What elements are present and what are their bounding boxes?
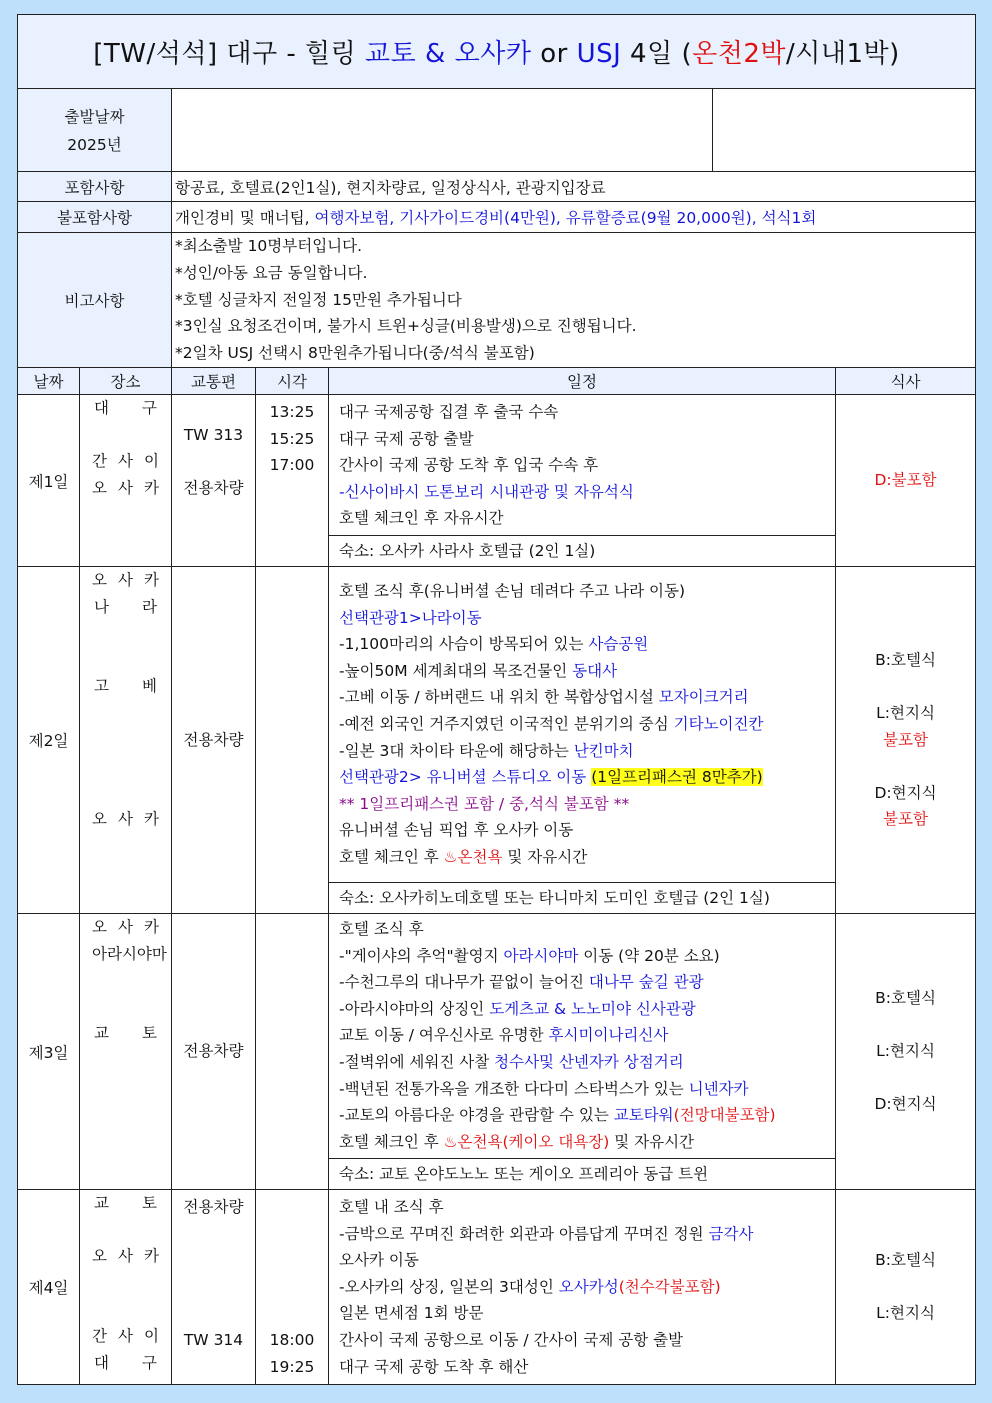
text-segment: -금박으로 꾸며진 화려한 외관과 아름답게 꾸며진 정원: [339, 1224, 709, 1243]
column-header: 날짜: [18, 368, 80, 395]
text-segment: 후시미이나리신사: [548, 1026, 669, 1045]
text-segment: 간사이 국제 공항으로 이동 / 간사이 국제 공항 출발: [339, 1330, 684, 1349]
places-line: 교 토: [94, 1194, 157, 1212]
text-segment: -높이50M 세계최대의 목조건물인: [339, 661, 573, 680]
schedule-line: [339, 505, 835, 532]
schedule-line: [339, 426, 835, 453]
schedule-line: [339, 684, 835, 711]
schedule-line: [339, 658, 835, 685]
schedule-line: [339, 399, 835, 426]
times-line: 18:00: [269, 1330, 315, 1349]
text-segment: 대나무 숲길 관광: [588, 973, 704, 992]
transport-line: TW 313: [183, 425, 244, 444]
text-segment: -아라시야마의 상징인: [339, 999, 490, 1018]
schedule-line: [339, 1247, 835, 1274]
text-segment: 아라시야마: [503, 946, 579, 965]
day-label: 제3일: [18, 914, 80, 1190]
transport-line: 전용차량: [183, 478, 244, 497]
schedule-line: [339, 605, 835, 632]
time-cell: [256, 1190, 329, 1385]
transport-cell: [172, 395, 256, 567]
transport-line: [172, 1274, 255, 1301]
day-label: 제4일: [18, 1190, 80, 1385]
text-segment: 및 자유시간: [609, 1132, 695, 1151]
day-row: [18, 567, 976, 914]
schedule-line: [339, 916, 835, 943]
text-segment: 동대사: [572, 661, 618, 680]
text-segment: 호텔 내 조식 후: [339, 1198, 444, 1216]
day-row: [18, 395, 976, 567]
schedule-line: [339, 1129, 835, 1156]
times-line: [256, 1247, 328, 1274]
times-line: 13:25: [269, 403, 315, 421]
meal-line: L:현지식: [876, 704, 935, 723]
text-segment: 오사카 이동: [339, 1251, 419, 1270]
excluded-text: [172, 202, 976, 233]
times-line: [256, 1221, 328, 1248]
places-line: 오 사 카: [92, 1247, 159, 1266]
times-line: 19:25: [269, 1357, 315, 1376]
meal-line: L:현지식: [876, 1304, 935, 1323]
schedule-line: [339, 1221, 835, 1248]
meal-line: B:호텔식: [875, 1251, 936, 1270]
accommodation: 숙소: 오사카 사라사 호텔급 (2인 1실): [329, 535, 835, 566]
meal-line: D:불포함: [874, 471, 937, 490]
places-line: [80, 780, 171, 807]
excluded-label: 불포함사항: [18, 202, 172, 233]
schedule-line: [339, 1049, 835, 1076]
meal-cell: [836, 567, 976, 914]
departure-year: 2025년: [67, 136, 122, 154]
schedule-line: [339, 631, 835, 658]
places-line: [80, 422, 171, 449]
place-cell: [80, 1190, 172, 1385]
note-item: *2일차 USJ 선택시 8만원추가됩니다(중/석식 불포함): [175, 344, 535, 363]
transport-cell: [172, 1190, 256, 1385]
place-cell: [80, 914, 172, 1190]
transport-line: 전용차량: [183, 1042, 244, 1061]
schedule-line: [339, 1327, 835, 1354]
text-segment: ** 1일프리패스권 포함 / 중,석식 불포함 **: [339, 794, 630, 813]
text-segment: 대구 국제 공항 출발: [339, 429, 474, 448]
note-item: *호텔 싱글차지 전일정 15만원 추가됩니다: [175, 290, 462, 309]
place-cell: [80, 567, 172, 914]
text-segment: 선택관광1>나라이동: [339, 608, 482, 627]
text-segment: 청수사및 산넨자카 상점거리: [494, 1052, 684, 1071]
note-item: *최소출발 10명부터입니다.: [175, 237, 363, 255]
schedule-line: [339, 817, 835, 844]
transport-line: [172, 448, 255, 475]
schedule-line: [339, 996, 835, 1023]
places-line: 아라시야마: [92, 944, 167, 963]
places-line: [80, 727, 171, 754]
day-label: 제2일: [18, 567, 80, 914]
schedule-line: [339, 791, 835, 818]
text-segment: -신사이바시 도톤보리 시내관광 및 자유석식: [339, 482, 634, 501]
times-line: [256, 1274, 328, 1301]
meal-line: [836, 1274, 975, 1301]
text-segment: 선택관광2> 유니버셜 스튜디오 이동: [339, 768, 592, 787]
meal-line: B:호텔식: [875, 650, 936, 669]
text-segment: ♨온천욕: [443, 847, 503, 866]
title-segment: or: [531, 39, 577, 69]
text-segment: 호텔 체크인 후 자유시간: [339, 509, 504, 528]
places-line: 고 베: [94, 677, 157, 696]
meal-cell: [836, 1190, 976, 1385]
title-segment: 4일 (: [621, 39, 693, 69]
meal-line: 불포함: [883, 810, 928, 829]
text-segment: 대구 국제공항 집결 후 출국 수속: [339, 403, 559, 421]
accommodation: 숙소: 오사카히노데호텔 또는 타니마치 도미인 호텔급 (2인 1실): [329, 882, 835, 913]
text-segment: 유니버셜 손님 픽업 후 오사카 이동: [339, 821, 574, 840]
transport-line: 전용차량: [183, 1198, 244, 1216]
schedule-line: [339, 1300, 835, 1327]
transport-line: [172, 1221, 255, 1248]
column-header: 시각: [256, 368, 329, 395]
places-line: [80, 620, 171, 647]
text-segment: 호텔 조식 후: [339, 920, 424, 938]
text-segment: -절벽위에 세워진 사찰: [339, 1052, 495, 1071]
places-line: [80, 700, 171, 727]
schedule-cell: [329, 567, 836, 914]
itinerary-table: [17, 14, 976, 1385]
time-cell: [256, 914, 329, 1190]
text-segment: 이동 (약 20분 소요): [578, 946, 720, 965]
text-segment: -예전 외국인 거주지였던 이국적인 분위기의 중심: [339, 714, 674, 733]
times-line: 15:25: [269, 429, 315, 448]
meal-line: 불포함: [883, 730, 928, 749]
text-segment: 금각사: [708, 1224, 754, 1243]
places-line: 대 구: [94, 399, 157, 417]
places-line: [80, 753, 171, 780]
text-segment: 일본 면세점 1회 방문: [339, 1304, 484, 1323]
times-line: [256, 1194, 328, 1221]
day-row: [18, 914, 976, 1190]
text-segment: (1일프리패스권 8만추가): [591, 768, 763, 787]
time-cell: [256, 395, 329, 567]
included-text: 항공료, 호텔료(2인1실), 현지차량료, 일정상식사, 관광지입장료: [172, 172, 976, 202]
text-segment: -백년된 전통가옥을 개조한 다다미 스타벅스가 있는: [339, 1079, 689, 1098]
place-cell: [80, 395, 172, 567]
schedule-line: [339, 1076, 835, 1103]
text-segment: 교토타워: [613, 1106, 674, 1125]
text-segment: 사슴공원: [588, 635, 649, 654]
day-label: 제1일: [18, 395, 80, 567]
title-segment: 교토 & 오사카: [365, 39, 532, 69]
text-segment: -교토의 아름다운 야경을 관람할 수 있는: [339, 1106, 614, 1125]
meal-cell: [836, 914, 976, 1190]
meal-cell: [836, 395, 976, 567]
text-segment: (천수각불포함): [618, 1277, 721, 1296]
text-segment: 모자이크거리: [658, 688, 749, 707]
meal-line: [836, 1065, 975, 1092]
note-item: *3인실 요청조건이며, 불가시 트윈+싱글(비용발생)으로 진행됩니다.: [175, 317, 637, 336]
departure-date-cell: [172, 89, 713, 171]
schedule-line: [339, 711, 835, 738]
time-cell: [256, 567, 329, 914]
transport-cell: [172, 914, 256, 1190]
places-line: 오 사 카: [92, 918, 159, 936]
schedule-line: [339, 452, 835, 479]
column-header: 일정: [329, 368, 836, 395]
page-title: [18, 15, 976, 89]
places-line: 오 사 카: [92, 571, 159, 589]
text-segment: 및 자유시간: [502, 847, 588, 866]
text-segment: -일본 3대 차이타 타운에 해당하는: [339, 741, 574, 760]
transport-line: [172, 1247, 255, 1274]
departure-dates: [172, 89, 976, 172]
accommodation: 숙소: 교토 온야도노노 또는 게이오 프레리아 동급 트윈: [329, 1158, 835, 1189]
notes-label: 비고사항: [18, 233, 172, 368]
text-segment: 교토 이동 / 여우신사로 유명한: [339, 1026, 549, 1045]
places-line: [80, 1270, 171, 1297]
meal-line: D:현지식: [874, 1095, 937, 1114]
transport-line: [172, 395, 255, 422]
places-line: [80, 647, 171, 674]
day-row: [18, 1190, 976, 1385]
note-item: *성인/아동 요금 동일합니다.: [175, 263, 368, 282]
text-segment: -고베 이동 / 하버랜드 내 위치 한 복합상업시설: [339, 688, 659, 707]
schedule-cell: [329, 914, 836, 1190]
places-line: 대 구: [94, 1353, 157, 1372]
included-label: 포함사항: [18, 172, 172, 202]
departure-price-cell: [713, 89, 975, 171]
text-segment: 호텔 체크인 후: [339, 847, 444, 866]
text-segment: -1,100마리의 사슴이 방목되어 있는: [339, 635, 589, 654]
schedule-line: [339, 943, 835, 970]
meal-line: [836, 753, 975, 780]
meal-line: [836, 674, 975, 701]
title-segment: [TW/석석] 대구 - 힐링: [93, 39, 366, 69]
schedule-line: [339, 969, 835, 996]
schedule-line: [339, 844, 835, 871]
text-segment: ♨온천욕(케이오 대욕장): [443, 1132, 610, 1151]
text-segment: (전망대불포함): [673, 1106, 776, 1125]
meal-line: [836, 1012, 975, 1039]
departure-label-text: 출발날짜: [64, 108, 125, 126]
times-line: 17:00: [269, 456, 315, 475]
schedule-line: [339, 1022, 835, 1049]
schedule-line: [339, 738, 835, 765]
places-line: [80, 1296, 171, 1323]
schedule-line: [339, 578, 835, 605]
places-line: [80, 967, 171, 994]
table-header: [18, 368, 976, 395]
text-segment: 호텔 조식 후(유니버셜 손님 데려다 주고 나라 이동): [339, 582, 686, 600]
places-line: 간 사 이: [92, 1326, 159, 1345]
text-segment: 간사이 국제 공항 도착 후 입국 수속 후: [339, 456, 599, 475]
schedule-line: [339, 479, 835, 506]
text-segment: 오사카성: [558, 1277, 619, 1296]
schedule-cell: [329, 395, 836, 567]
places-line: 나 라: [94, 597, 157, 616]
meal-line: B:호텔식: [875, 989, 936, 1008]
places-line: 오 사 카: [92, 810, 159, 829]
places-line: 간 사 이: [92, 452, 159, 471]
transport-line: [172, 1300, 255, 1327]
text-segment: -수천그루의 대나무가 끝없이 늘어진: [339, 973, 589, 992]
transport-line: 전용차량: [183, 730, 244, 749]
text-segment: 대구 국제 공항 도착 후 해산: [339, 1357, 529, 1376]
transport-line: TW 314: [183, 1330, 244, 1349]
places-line: [80, 1217, 171, 1244]
text-segment: -오사카의 상징, 일본의 3대성인: [339, 1277, 559, 1296]
title-segment: /시내1박): [786, 39, 900, 69]
schedule-line: [339, 1354, 835, 1381]
title-segment: USJ: [576, 39, 622, 69]
schedule-cell: [329, 1190, 836, 1385]
places-line: 교 토: [94, 1024, 157, 1043]
schedule-line: [339, 764, 835, 791]
title-segment: 온천2박: [692, 39, 787, 69]
text-segment: 호텔 체크인 후: [339, 1132, 444, 1151]
column-header: 장소: [80, 368, 172, 395]
column-header: 식사: [836, 368, 976, 395]
text-segment: 여행자보험, 기사가이드경비(4만원), 유류할증료(9월 20,000원), 석식1회: [314, 209, 817, 227]
places-line: [80, 994, 171, 1021]
text-segment: 도게츠교 & 노노미야 신사관광: [489, 999, 696, 1018]
schedule-line: [339, 1194, 835, 1221]
text-segment: 니넨자카: [688, 1079, 749, 1098]
schedule-line: [339, 1274, 835, 1301]
places-line: 오 사 카: [92, 478, 159, 497]
column-header: 교통편: [172, 368, 256, 395]
text-segment: 개인경비 및 매너팁,: [175, 209, 315, 227]
text-segment: 난킨마치: [573, 741, 634, 760]
text-segment: -"게이샤의 추억"촬영지: [339, 946, 504, 965]
meal-line: D:현지식: [874, 783, 937, 802]
notes-list: [172, 233, 976, 368]
transport-cell: [172, 567, 256, 914]
meal-line: L:현지식: [876, 1042, 935, 1061]
text-segment: 기타노이진칸: [673, 714, 764, 733]
schedule-line: [339, 1102, 835, 1129]
times-line: [256, 1300, 328, 1327]
departure-label: [18, 89, 172, 172]
